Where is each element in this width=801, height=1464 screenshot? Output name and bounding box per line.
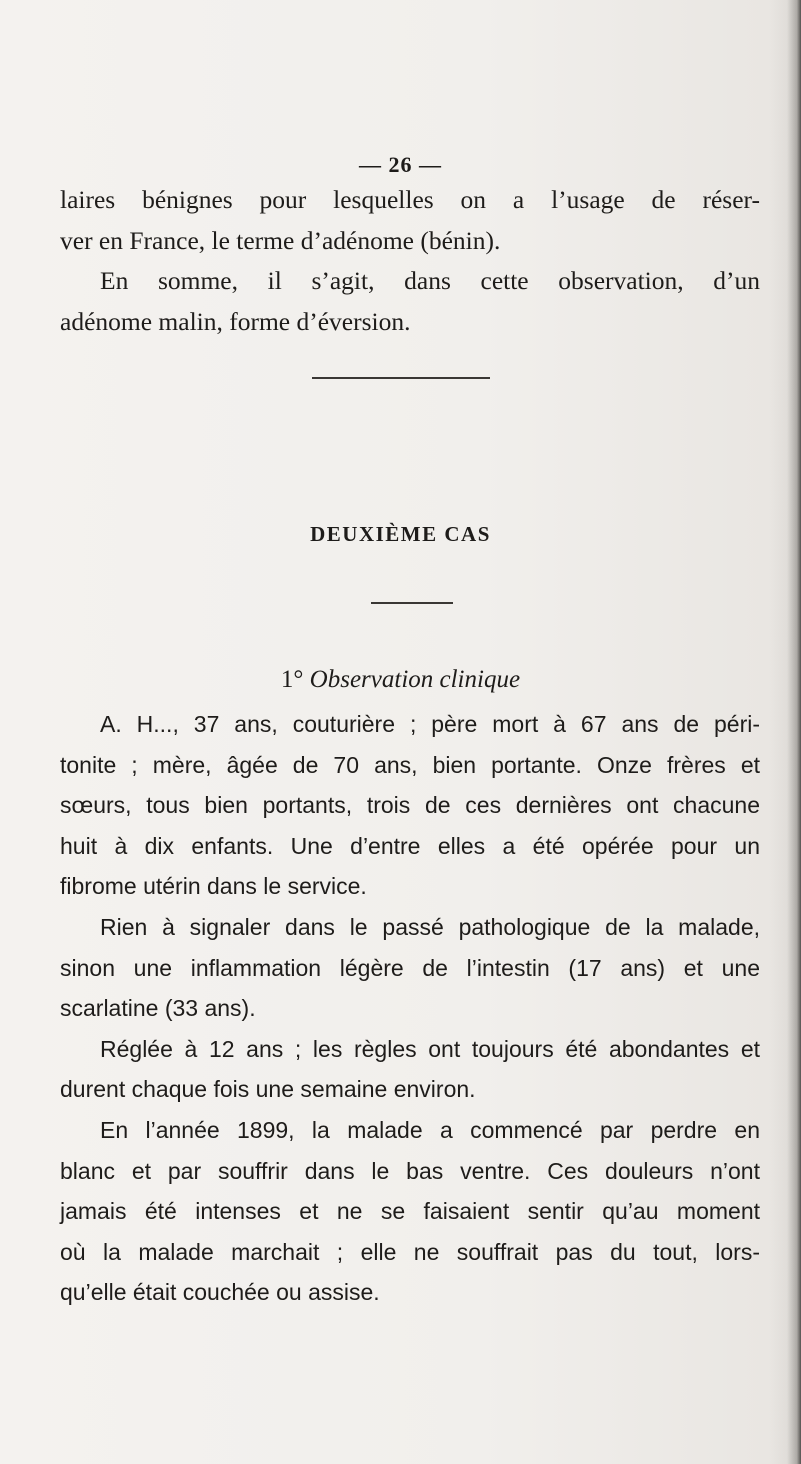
observation-body — [60, 704, 760, 1313]
text-line: laires bénignes pour lesquelles on a l’usage de réser- — [60, 185, 760, 214]
text-line: huit à dix enfants. Une d’entre elles a été opérée pour un — [60, 832, 760, 859]
text-line: où la malade marchait ; elle ne souffrait pas du tout, lors- — [60, 1238, 760, 1265]
text-line: sœurs, tous bien portants, trois de ces dernières ont chacune — [60, 792, 760, 819]
text-line: sinon une inflammation légère de l’intestin (17 ans) et une — [60, 954, 760, 981]
subsection-title: Observation clinique — [309, 666, 521, 693]
text-line: scarlatine (33 ans). — [60, 995, 256, 1022]
section-heading: DEUXIÈME CAS — [310, 522, 491, 546]
text-line: adénome malin, forme d’éversion. — [60, 306, 411, 336]
intro-paragraph — [60, 180, 760, 342]
text-line: durent chaque fois une semaine environ. — [60, 1076, 476, 1103]
text-line: En somme, il s’agit, dans cette observation, d’un — [100, 266, 760, 295]
subsection-number: 1° — [280, 666, 304, 693]
text-line: ver en France, le terme d’adénome (bénin). — [60, 225, 501, 255]
text-line: A. H..., 37 ans, couturière ; père mort à 67 ans de péri- — [100, 711, 760, 737]
text-line: qu’elle était couchée ou assise. — [60, 1279, 380, 1306]
page-number: — 26 — — [359, 152, 442, 177]
text-line: Réglée à 12 ans ; les règles ont toujours été abondantes et — [100, 1035, 760, 1062]
text-line: tonite ; mère, âgée de 70 ans, bien portante. Onze frères et — [60, 751, 760, 778]
text-line: jamais été intenses et ne se faisaient sentir qu’au moment — [60, 1198, 760, 1225]
text-line: fibrome utérin dans le service. — [60, 873, 367, 900]
text-line: En l’année 1899, la malade a commencé par perdre en — [100, 1116, 760, 1143]
subsection-heading — [0, 666, 801, 694]
section-divider-bottom — [371, 602, 453, 604]
text-line: blanc et par souffrir dans le bas ventre. Ces douleurs n’ont — [60, 1157, 760, 1184]
text-line: Rien à signaler dans le passé pathologique de la malade, — [100, 913, 760, 940]
section-divider-top — [312, 377, 490, 379]
page-edge-shadow — [787, 0, 801, 1464]
